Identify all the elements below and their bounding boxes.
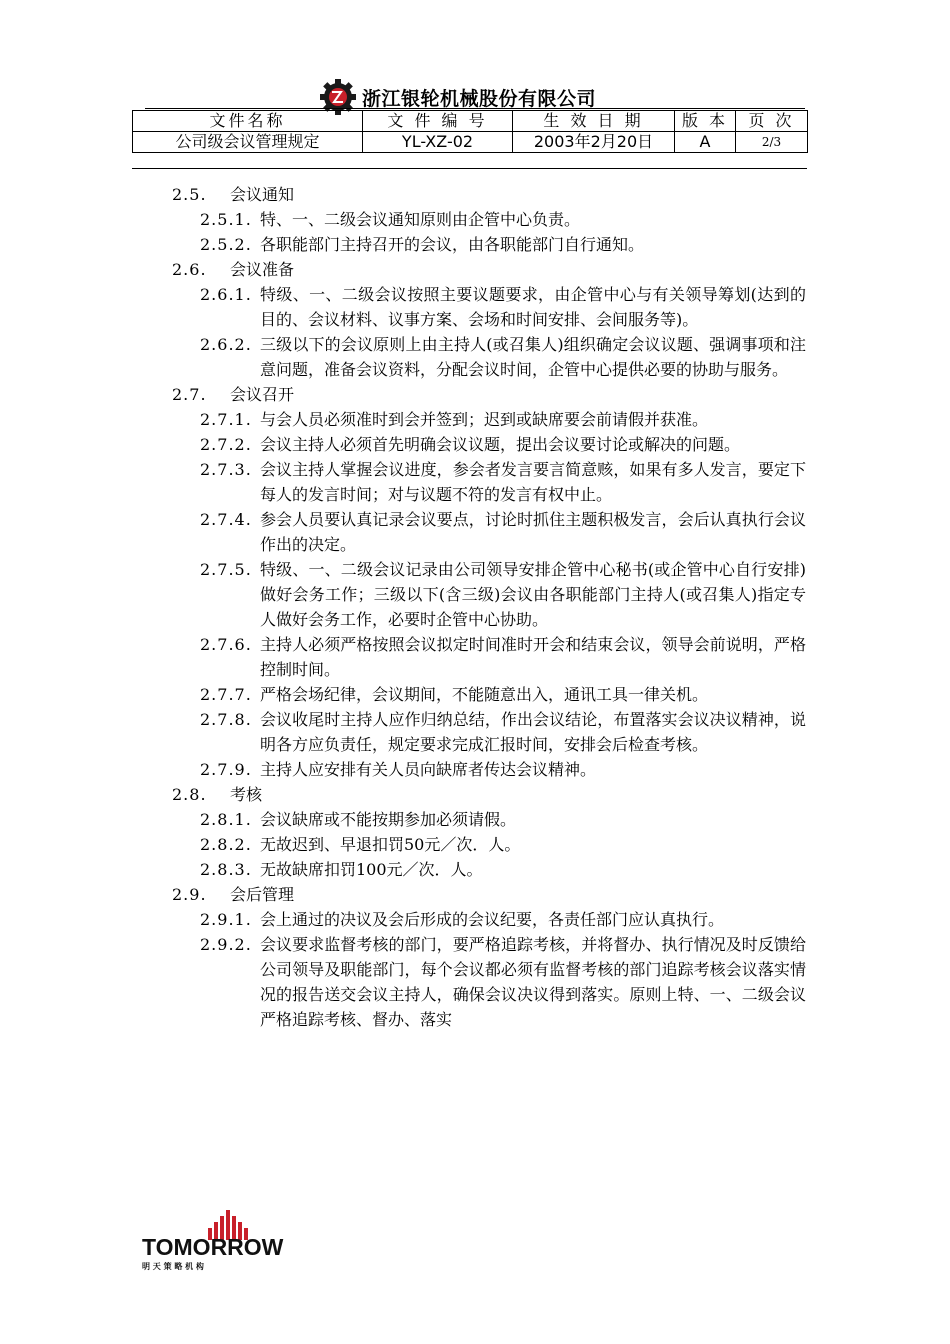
clause-item [200, 857, 806, 882]
clause-item [200, 457, 806, 507]
document-info-table [132, 110, 808, 153]
clause-item [200, 832, 806, 857]
value-effective-date: 2003年2月20日 [513, 132, 675, 153]
header-rule-top [145, 108, 805, 109]
clause-item [200, 632, 806, 682]
clause-number: 2.5.1. [200, 210, 252, 229]
clause-text: 会议主持人必须首先明确会议议题，提出会议要讨论或解决的问题。 [260, 435, 741, 454]
clause-text: 无故缺席扣罚100元／次．人。 [260, 860, 483, 879]
clause-item [200, 232, 806, 257]
table-value-row [133, 132, 808, 153]
section-number: 2.5. [172, 185, 207, 204]
clause-number: 2.6.2. [200, 335, 252, 354]
header-doc-number: 文 件 编 号 [363, 111, 513, 132]
clause-item [200, 682, 806, 707]
section-title: 会后管理 [230, 885, 295, 904]
clause-number: 2.7.2. [200, 435, 252, 454]
section-number: 2.8. [172, 785, 207, 804]
clause-item [200, 757, 806, 782]
header-page: 页 次 [736, 111, 808, 132]
section-number: 2.7. [172, 385, 207, 404]
table-header-row [133, 111, 808, 132]
section-heading [172, 382, 950, 407]
value-page: 2/3 [736, 132, 808, 153]
clause-text: 与会人员必须准时到会并签到；迟到或缺席要会前请假并获准。 [260, 410, 709, 429]
header-doc-name: 文件名称 [133, 111, 363, 132]
clause-text: 无故迟到、早退扣罚50元／次．人。 [260, 835, 521, 854]
clause-text: 会议收尾时主持人应作归纳总结，作出会议结论，布置落实会议决议精神，说明各方应负责任，规定要求完成汇报时间，安排会后检查考核。 [260, 710, 806, 754]
footer-logo-subtext: 明 天 策 略 机 构 [142, 1262, 204, 1271]
clause-text: 主持人应安排有关人员向缺席者传达会议精神。 [260, 760, 597, 779]
section-title: 会议召开 [230, 385, 295, 404]
clause-item [200, 707, 806, 757]
tomorrow-logo-icon [140, 1208, 306, 1272]
value-doc-number: YL-XZ-02 [363, 132, 513, 153]
clause-item [200, 207, 806, 232]
section-number: 2.6. [172, 260, 207, 279]
clause-text: 会议主持人掌握会议进度，参会者发言要言简意赅，如果有多人发言，要定下每人的发言时间；对与议题不符的发言有权中止。 [260, 460, 806, 504]
footer-logo-text: TOMORROW [142, 1234, 284, 1260]
clause-text: 各职能部门主持召开的会议，由各职能部门自行通知。 [260, 235, 645, 254]
section-title: 会议通知 [230, 185, 295, 204]
clause-number: 2.7.6. [200, 635, 252, 654]
clause-item [200, 507, 806, 557]
header-version: 版 本 [675, 111, 736, 132]
header-effective-date: 生 效 日 期 [513, 111, 675, 132]
clause-number: 2.6.1. [200, 285, 252, 304]
section-title: 考核 [230, 785, 263, 804]
clause-item [200, 932, 806, 1032]
clause-item [200, 432, 806, 457]
clause-number: 2.8.3. [200, 860, 252, 879]
section-heading [172, 257, 950, 282]
value-doc-name: 公司级会议管理规定 [133, 132, 363, 153]
clause-number: 2.7.9. [200, 760, 252, 779]
clause-number: 2.7.4. [200, 510, 252, 529]
section-heading [172, 182, 950, 207]
clause-number: 2.7.8. [200, 710, 252, 729]
clause-text: 特级、一、二级会议按照主要议题要求，由企管中心与有关领导筹划(达到的目的、会议材料、议事方案、会场和时间安排、会间服务等)。 [260, 285, 806, 329]
clause-text: 主持人必须严格按照会议拟定时间准时开会和结束会议，领导会前说明，严格控制时间。 [260, 635, 806, 679]
clause-text: 特、一、二级会议通知原则由企管中心负责。 [260, 210, 581, 229]
clause-item [200, 907, 806, 932]
clause-number: 2.8.2. [200, 835, 252, 854]
clause-number: 2.5.2. [200, 235, 252, 254]
clause-text: 参会人员要认真记录会议要点，讨论时抓住主题积极发言，会后认真执行会议作出的决定。 [260, 510, 806, 554]
clause-number: 2.9.1. [200, 910, 252, 929]
clause-number: 2.8.1. [200, 810, 252, 829]
section-number: 2.9. [172, 885, 207, 904]
clause-text: 三级以下的会议原则上由主持人(或召集人)组织确定会议议题、强调事项和注意问题，准备会议资料，分配会议时间，企管中心提供必要的协助与服务。 [260, 335, 806, 379]
value-version: A [675, 132, 736, 153]
company-name: 浙江银轮机械股份有限公司 [362, 87, 597, 110]
clause-item [200, 282, 806, 332]
clause-text: 会上通过的决议及会后形成的会议纪要，各责任部门应认真执行。 [260, 910, 725, 929]
document-body [0, 182, 950, 1032]
clause-number: 2.7.3. [200, 460, 252, 479]
clause-item [200, 407, 806, 432]
clause-number: 2.7.1. [200, 410, 252, 429]
section-heading [172, 782, 950, 807]
clause-item [200, 807, 806, 832]
clause-text: 特级、一、二级会议记录由公司领导安排企管中心秘书(或企管中心自行安排)做好会务工作；三级以下(含三级)会议由各职能部门主持人(或召集人)指定专人做好会务工作，必要时企管中心协助。 [260, 560, 806, 629]
clause-text: 严格会场纪律，会议期间，不能随意出入，通讯工具一律关机。 [260, 685, 709, 704]
header-rule-bottom [132, 168, 807, 169]
section-heading [172, 882, 950, 907]
clause-number: 2.7.7. [200, 685, 252, 704]
section-title: 会议准备 [230, 260, 295, 279]
clause-text: 会议缺席或不能按期参加必须请假。 [260, 810, 517, 829]
clause-number: 2.7.5. [200, 560, 252, 579]
clause-item [200, 332, 806, 382]
clause-text: 会议要求监督考核的部门，要严格追踪考核，并将督办、执行情况及时反馈给公司领导及职能部门，每个会议都必须有监督考核的部门追踪考核会议落实情况的报告送交会议主持人，确保会议决议得到落实。原则上特、一、二级会议严格追踪考核、督办、落实 [260, 935, 806, 1029]
clause-item [200, 557, 806, 632]
clause-number: 2.9.2. [200, 935, 252, 954]
